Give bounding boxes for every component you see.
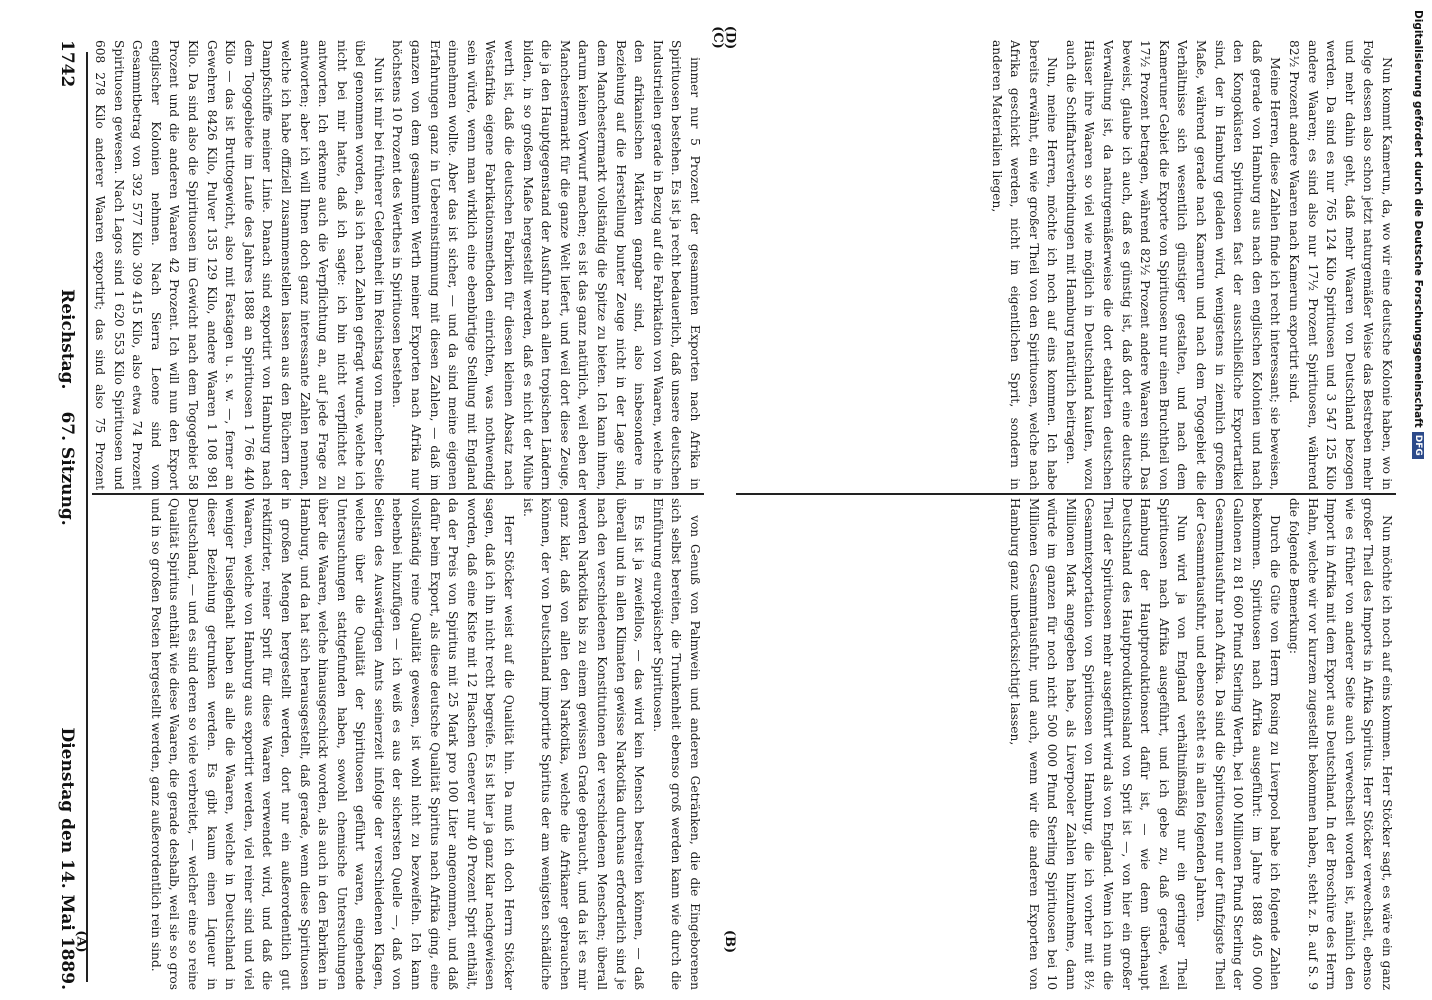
- column-left-continued: [1006, 498, 1396, 990]
- column-right: [92, 40, 704, 490]
- page-header: [50, 40, 84, 990]
- paragraph: Meine Herren, diese Zahlen finde ich recht interessant; sie beweisen, daß gerade von Hamburg aus nach den englischen Kolonien und nach den Kongoküsten Spirituosen fast der ausschließliche Exportartikel sind, der in Hamburg geladen wird, wenigstens in ziemlich großem Maße, während gerade nach Kamerun und nach dem Togogebiet die Verhältnisse sich wesentlich günstiger gestalten, und nach dem Kameruner Gebiet die Exporte von Spirituosen nur einen Bruchtheil von 17½ Prozent betragen, während 82½ Prozent andere Waaren sind. Das beweist, glaube ich auch, daß es günstig ist, daß dort eine deutsche Verwaltung ist, da naturgemäßerweise die dort etablirten deutschen Häuser ihre Waaren so viel wie möglich in Deutschland kaufen, wozu auch die Schiffahrtsverbindungen mit Hamburg natürlich beitragen.: [1063, 40, 1283, 490]
- column-right-container: [92, 40, 704, 490]
- column-right-continued: [987, 40, 1396, 490]
- paragraph: Es ist ja zweifellos, — das wird kein Mensch bestreiten können, — daß überall und in allen Klimaten gewisse Narkotika durchaus erforderlich sind je nach den verschiedenen Konstitutionen der verschiedenen Menschen; überall werden Narkotika bis zu einem gewissen Grade gebraucht, und da ist es mir ganz klar, daß von allen den Narkotika, welche die Afrikaner gebrauchen können, der von Deutschland importirte Spiritus der am wenigsten schädliche ist.: [520, 498, 647, 990]
- paragraph: Nun kommt Kamerun, da, wo wir eine deutsche Kolonie haben, wo in Folge dessen also schon jetzt naturgemäßer Weise das Bestreben mehr und mehr dahin geht, daß mehr Waaren von Deutschland bezogen werden. Da sind es nur 765 124 Kilo Spirituosen und 3 547 125 Kilo andere Waaren; es sind also nur 17½ Prozent Spirituosen, während 82½ Prozent andere Waaren nach Kamerun exportirt sind.: [1287, 40, 1394, 490]
- margin-mark-b: (B): [722, 929, 738, 954]
- digitization-credit: [1404, 0, 1432, 1000]
- paragraph: Nun ist mir bei früherer Gelegenheit im Reichstag von mancher Seite übel genommen worden, als ich nach Zahlen gefragt wurde, welche ich nicht bei mir hatte, daß ich sagte: ich bin nicht verpflichtet zu antworten. Ich erkenne auch die Verpflichtung an, auf jede Frage zu antworten; aber ich will Ihnen doch ganz interessante Zahlen nennen, welche ich habe offiziell zusammenstellen lassen aus den Büchern der Dampfschiffe meiner Linie. Danach sind exportirt von Hamburg nach dem Togogebiete im Laufe des Jahres 1888 an Spirituosen 1 766 440 Kilo — das ist Bruttogewicht, also mit Fastagen u. s. w. —, ferner an Gewehren 8426 Kilo, Pulver 135 129 Kilo, andere Waaren 1 108 981 Kilo. Da sind also die Spirituosen im Gewicht nach dem Togogebiet 58 Prozent und die anderen Waaren 42 Prozent. Ich will nun den Export englischer Kolonien nehmen. Nach Sierra Leone sind vom Gesammtbetrag von 392 577 Kilo 309 415 Kilo, also etwa 74 Prozent Spirituosen gewesen. Nach Lagos sind 1 620 553 Kilo Spirituosen und 608 278 Kilo anderer Waaren exportirt; das sind also 75 Prozent: [93, 40, 386, 490]
- margin-mark-a: (A): [73, 930, 89, 953]
- column-left: [146, 498, 704, 990]
- paragraph: Nun möchte ich noch auf eins kommen. Herr Stöcker sagt, es wäre ein ganz großer Theil des Imports in Afrika Spiritus. Herr Stöcker verwechselt, ebenso wie es früher von anderer Seite auch verwechselt worden ist, nämlich den Import in Afrika mit dem Export aus Deutschland. In der Broschüre des Herrn Hahn, welche wir vor kurzem zugestellt bekommen haben, steht z. B. auf S. 9 die folgende Bemerkung:: [1287, 498, 1394, 990]
- session-date: Dienstag den 14. Mai 1889.: [57, 727, 77, 990]
- paragraph: Herr Stöcker weist auf die Qualität hin. Da muß ich doch Herrn Stöcker sagen, daß ich ihn nicht recht begreife. Es ist hier ja ganz klar nachgewiesen worden, daß eine Kiste mit 12 Flaschen Genever nur 40 Prozent Sprit enthält, da der Preis von Spiritus mit 25 Mark pro 100 Liter angenommen, und daß dafür beim Export, als diese deutsche Qualität Spiritus nach Afrika ging, eine vollständig reine Qualität gewesen, ist wohl nicht zu bezweifeln. Ich kann nebenbei hinzufügen — ich weiß es aus der sichersten Quelle —, daß von Seiten des Auswärtigen Amts seinerzeit infolge der verschiedenen Klagen, welche über die Qualität der Spirituosen geführt waren, eingehende Untersuchungen stattgefunden haben, sowohl chemische Untersuchungen über die Waaren, welche hinausgeschickt worden, als auch in den Fabriken in Hamburg, und da hat sich herausgestellt, daß gerade, wenn diese Spirituosen in großen Mengen hergestellt werden, dort nur ein außerordentlich gut rektifizirter, reiner Sprit für diese Waaren verwendet wird, und daß die Waaren, welche von Hamburg aus exportirt werden, viel reiner sind und viel weniger Fuselgehalt haben als alle die Waaren, welche in Deutschland in dieser Beziehung getrunken werden. Es gibt kaum einen Liqueur in Deutschland, — und es sind deren so viele verbreitet, — welcher eine so reine Qualität Spiritus enthält wie diese Waaren, die gerade deshalb, weil sie so gros und in so großen Posten hergestellt werden, ganz außerordentlich rein sind.: [148, 498, 517, 990]
- column-left-container: [92, 498, 704, 990]
- column-left-container-2: [736, 498, 1396, 990]
- paragraph: Durch die Güte von Herrn Rosing zu Liverpool habe ich folgende Zahlen bekommen. Spirituosen nach Afrika ausgeführt: im Jahre 1888 405 000 Gallonen zu 81 600 Pfund Sterling Werth, bei 100 Millionen Pfund Sterling der Gesammtausfuhr nach Afrika. Da sind die Spirituosen nur der fünfzigste Theil der Gesammtausfuhr, und ebenso steht es in allen folgenden Jahren.: [1194, 498, 1283, 990]
- header-rule: [86, 52, 88, 982]
- column-divider: [92, 493, 704, 495]
- dfg-logo: DFG: [1412, 432, 1424, 459]
- paragraph: immer nur 5 Prozent der gesammten Exporten nach Afrika in Spirituosen bestehen. Es ist ja recht bedauerlich, daß unsere deutschen Industriellen gerade in Bezug auf die Fabrikation von Waaren, welche in den afrikanischen Märkten gangbar sind, also insbesondere in Beziehung auf die Herstellung bunter Zeuge nicht in der Lage sind, dem Manchestermarkt vollständig die Spitze zu bieten. Ich kann ihnen, darum keinen Vorwurf machen; es ist das ganz natürlich, weil eben der Manchestermarkt für die ganze Welt liefert, und weil dort diese Zeuge, die ja den Hauptgegenstand der Ausfuhr nach allen tropischen Ländern bilden, in so großem Maße hergestellt werden, daß es nicht der Mühe werth ist, daß die deutschen Fabriken für diesen kleinen Absatz nach Westafrika eigene Fabrikationsmethoden einrichten, was nothwendig sein würde, wenn man wirklich eine ebenbürtige Stellung mit England einnehmen wollte. Aber das ist sicher, — und da sind meine eigenen Erfahrungen ganz in Uebereinstimmung mit diesen Zahlen, — daß im ganzen von dem gesammten Werth meiner Exporten nach Afrika nur höchstens 10 Prozent des Werthes in Spirituosen bestehen.: [390, 40, 702, 490]
- credit-text: Digitalisierung gefördert durch die Deutsche Forschungsgemeinschaft: [1412, 10, 1424, 428]
- page-number: 1742: [57, 40, 77, 88]
- parliament-name: Reichstag.: [57, 289, 77, 390]
- paragraph: von Genuß von Palmwein und anderen Getränken, die die Eingeborenen sich selbst bereiten, die Trunkenheit ebenso groß werden kann wie durch die Einführung europäischer Spirituosen.: [650, 498, 702, 990]
- margin-mark-d: (D): [722, 25, 738, 50]
- column-divider-2: [736, 493, 1396, 495]
- column-right-container-2: [736, 40, 1396, 490]
- session-number: 67. Sitzung.: [57, 411, 77, 526]
- paragraph: Nun, meine Herren, möchte ich noch auf eins kommen. Ich habe bereits erwähnt, ein wie großer Theil von den Spirituosen, welche nach Afrika geschickt werden, nicht im eigentlichen Sprit, sondern in anderen Materialien liegen,: [989, 40, 1060, 490]
- paragraph: Nun wird ja von England verhältnißmäßig nur ein geringer Theil Spirituosen nach Afrika ausgeführt, und ich gebe zu, daß gerade, weil Hamburg der Hauptproduktionsort dafür ist, — wie denn überhaupt Deutschland des Hauptproduktionsland von Sprit ist —, von hier ein großer Theil der Spirituosen mehr ausgeführt wird als von England. Wenn ich nun die Gesammtexportation von Spirituosen von Hamburg, die ich vorher mit 8½ Millionen Mark angegeben habe, als Liverpooler Zahlen hinzunehme, dann würde im ganzen für noch nicht 500 000 Pfund Sterling Spirituosen bei 10 Millionen Gesammtausfuhr, und auch, wenn wir die anderen Exporten von Hamburg ganz unberücksichtigt lassen,: [1008, 498, 1190, 990]
- margin-mark-c: (C): [709, 26, 725, 49]
